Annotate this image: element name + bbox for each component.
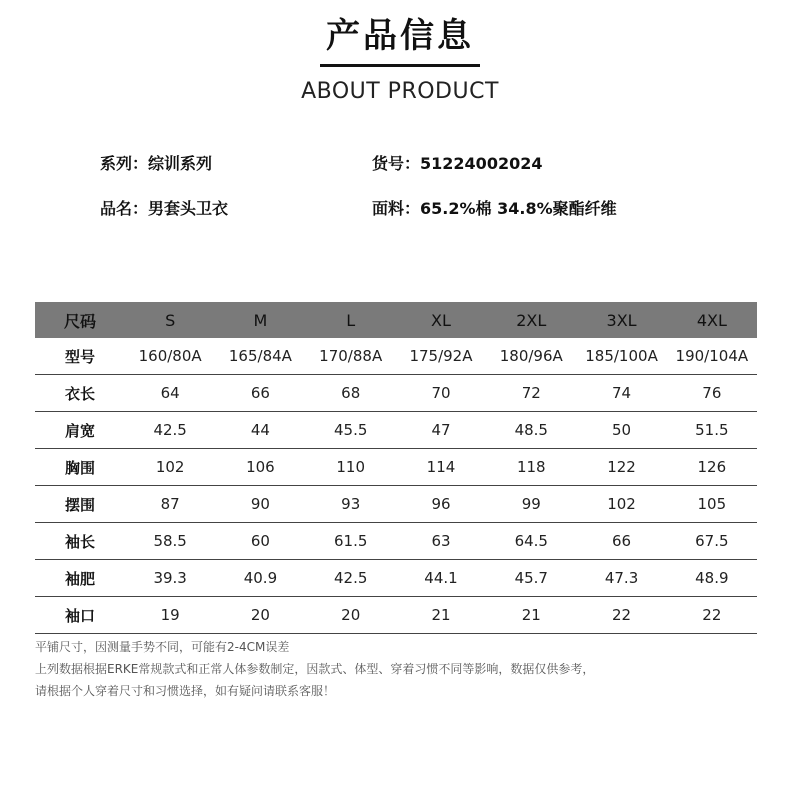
table-cell: 106 <box>215 449 305 486</box>
table-cell: 165/84A <box>215 338 305 375</box>
name-value: 男套头卫衣 <box>148 199 229 218</box>
table-cell: 22 <box>667 597 757 634</box>
page-header <box>0 14 800 104</box>
table-cell: 20 <box>306 597 396 634</box>
table-cell: 67.5 <box>667 523 757 560</box>
table-cell: 185/100A <box>576 338 666 375</box>
row-label: 袖口 <box>35 597 125 634</box>
page-subtitle: ABOUT PRODUCT <box>301 79 499 104</box>
table-cell: 42.5 <box>125 412 215 449</box>
table-cell: 72 <box>486 375 576 412</box>
table-cell: 45.7 <box>486 560 576 597</box>
table-cell: 19 <box>125 597 215 634</box>
table-cell: 118 <box>486 449 576 486</box>
sku-label: 货号： <box>372 154 421 173</box>
table-cell: 122 <box>576 449 666 486</box>
header-cell: XL <box>396 302 486 338</box>
table-header-row <box>35 302 757 338</box>
row-label: 摆围 <box>35 486 125 523</box>
table-row <box>35 375 757 412</box>
table-cell: 99 <box>486 486 576 523</box>
size-chart-table <box>35 302 757 634</box>
table-cell: 61.5 <box>306 523 396 560</box>
row-label: 袖长 <box>35 523 125 560</box>
table-cell: 66 <box>576 523 666 560</box>
table-cell: 21 <box>396 597 486 634</box>
table-cell: 190/104A <box>667 338 757 375</box>
table-row <box>35 486 757 523</box>
table-cell: 175/92A <box>396 338 486 375</box>
row-label: 肩宽 <box>35 412 125 449</box>
table-row <box>35 523 757 560</box>
table-cell: 60 <box>215 523 305 560</box>
series-field <box>100 150 372 195</box>
table-cell: 63 <box>396 523 486 560</box>
table-body <box>35 338 757 634</box>
row-label: 衣长 <box>35 375 125 412</box>
table-cell: 21 <box>486 597 576 634</box>
table-row <box>35 449 757 486</box>
series-value: 综训系列 <box>148 154 213 173</box>
table-cell: 64 <box>125 375 215 412</box>
table-cell: 58.5 <box>125 523 215 560</box>
table-cell: 74 <box>576 375 666 412</box>
header-cell: S <box>125 302 215 338</box>
note-line: 请根据个人穿着尺寸和习惯选择，如有疑问请联系客服！ <box>35 684 336 698</box>
table-cell: 160/80A <box>125 338 215 375</box>
table-cell: 96 <box>396 486 486 523</box>
table-cell: 45.5 <box>306 412 396 449</box>
info-row-2 <box>100 195 740 240</box>
size-notes <box>35 636 775 702</box>
table-row <box>35 412 757 449</box>
table-cell: 87 <box>125 486 215 523</box>
table-cell: 102 <box>125 449 215 486</box>
info-row-1 <box>100 150 740 195</box>
row-label: 胸围 <box>35 449 125 486</box>
table-row <box>35 560 757 597</box>
table-cell: 114 <box>396 449 486 486</box>
name-label: 品名： <box>100 199 149 218</box>
sku-value: 51224002024 <box>420 154 543 173</box>
note-line: 上列数据根据ERKE常规款式和正常人体参数制定，因款式、体型、穿着习惯不同等影响，数据仅供参考， <box>35 662 595 676</box>
table-cell: 47 <box>396 412 486 449</box>
row-label: 袖肥 <box>35 560 125 597</box>
table-cell: 40.9 <box>215 560 305 597</box>
table-cell: 93 <box>306 486 396 523</box>
sku-field <box>372 150 542 195</box>
fabric-value: 65.2%棉 34.8%聚酯纤维 <box>420 199 617 218</box>
row-label: 型号 <box>35 338 125 375</box>
table-cell: 50 <box>576 412 666 449</box>
header-cell: M <box>215 302 305 338</box>
table-cell: 20 <box>215 597 305 634</box>
table-cell: 66 <box>215 375 305 412</box>
table-cell: 126 <box>667 449 757 486</box>
table-cell: 68 <box>306 375 396 412</box>
table-cell: 44.1 <box>396 560 486 597</box>
table-cell: 64.5 <box>486 523 576 560</box>
fabric-label: 面料： <box>372 199 421 218</box>
note-line: 平铺尺寸，因测量手势不同，可能有2-4CM误差 <box>35 640 290 654</box>
table-cell: 48.5 <box>486 412 576 449</box>
page-title: 产品信息 <box>320 14 480 67</box>
table-cell: 90 <box>215 486 305 523</box>
table-cell: 42.5 <box>306 560 396 597</box>
table-cell: 70 <box>396 375 486 412</box>
table-cell: 39.3 <box>125 560 215 597</box>
table-cell: 22 <box>576 597 666 634</box>
table-cell: 180/96A <box>486 338 576 375</box>
header-cell: 4XL <box>667 302 757 338</box>
fabric-field <box>372 195 617 240</box>
table-row <box>35 338 757 375</box>
table-row <box>35 597 757 634</box>
table-cell: 105 <box>667 486 757 523</box>
table-cell: 47.3 <box>576 560 666 597</box>
table-cell: 48.9 <box>667 560 757 597</box>
table-cell: 102 <box>576 486 666 523</box>
name-field <box>100 195 372 240</box>
header-cell: 3XL <box>576 302 666 338</box>
header-cell: L <box>306 302 396 338</box>
table-cell: 170/88A <box>306 338 396 375</box>
product-info <box>100 150 740 240</box>
table-cell: 76 <box>667 375 757 412</box>
header-cell: 2XL <box>486 302 576 338</box>
table-cell: 110 <box>306 449 396 486</box>
table-cell: 44 <box>215 412 305 449</box>
header-cell: 尺码 <box>35 302 125 338</box>
series-label: 系列： <box>100 154 149 173</box>
table-cell: 51.5 <box>667 412 757 449</box>
